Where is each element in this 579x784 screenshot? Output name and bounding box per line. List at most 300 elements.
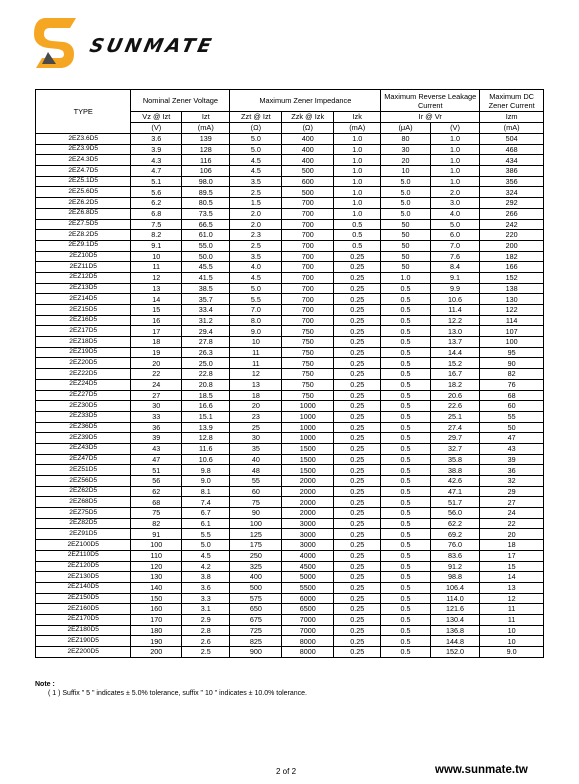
value-cell: 107 bbox=[480, 326, 544, 337]
value-cell: 3.8 bbox=[182, 572, 230, 583]
value-cell: 2.9 bbox=[182, 614, 230, 625]
table-row bbox=[36, 358, 544, 369]
value-cell: 190 bbox=[131, 636, 182, 647]
value-cell: 700 bbox=[282, 208, 334, 219]
value-cell: 50 bbox=[381, 230, 431, 241]
value-cell: 0.25 bbox=[334, 337, 381, 348]
value-cell: 0.25 bbox=[334, 305, 381, 316]
value-cell: 4.0 bbox=[430, 208, 480, 219]
table-row bbox=[36, 251, 544, 262]
value-cell: 39 bbox=[480, 454, 544, 465]
value-cell: 75 bbox=[230, 497, 282, 508]
type-cell: 2EZ190D5 bbox=[36, 636, 131, 647]
unit-ma: (mA) bbox=[334, 123, 381, 134]
value-cell: 7.6 bbox=[430, 251, 480, 262]
value-cell: 3.0 bbox=[430, 198, 480, 209]
value-cell: 82 bbox=[480, 369, 544, 380]
value-cell: 41.5 bbox=[182, 272, 230, 283]
value-cell: 3.5 bbox=[230, 251, 282, 262]
value-cell: 16.6 bbox=[182, 401, 230, 412]
type-cell: 2EZ15D5 bbox=[36, 305, 131, 316]
value-cell: 13 bbox=[480, 582, 544, 593]
value-cell: 325 bbox=[230, 561, 282, 572]
value-cell: 1.0 bbox=[334, 208, 381, 219]
value-cell: 10 bbox=[131, 251, 182, 262]
value-cell: 29.7 bbox=[430, 433, 480, 444]
value-cell: 11 bbox=[131, 262, 182, 273]
unit-ua: (μA) bbox=[381, 123, 431, 134]
value-cell: 0.5 bbox=[381, 465, 431, 476]
value-cell: 9.1 bbox=[131, 240, 182, 251]
value-cell: 1500 bbox=[282, 454, 334, 465]
value-cell: 62.2 bbox=[430, 518, 480, 529]
value-cell: 182 bbox=[480, 251, 544, 262]
value-cell: 29 bbox=[480, 486, 544, 497]
value-cell: 14.4 bbox=[430, 347, 480, 358]
value-cell: 0.5 bbox=[381, 315, 431, 326]
value-cell: 76 bbox=[480, 379, 544, 390]
value-cell: 138 bbox=[480, 283, 544, 294]
value-cell: 725 bbox=[230, 625, 282, 636]
table-row bbox=[36, 561, 544, 572]
value-cell: 1.5 bbox=[230, 198, 282, 209]
value-cell: 26.3 bbox=[182, 347, 230, 358]
value-cell: 0.5 bbox=[381, 326, 431, 337]
value-cell: 5500 bbox=[282, 582, 334, 593]
value-cell: 2.8 bbox=[182, 625, 230, 636]
table-row bbox=[36, 347, 544, 358]
value-cell: 5.0 bbox=[230, 283, 282, 294]
page-number: 2 of 2 bbox=[276, 767, 297, 776]
table-row bbox=[36, 529, 544, 540]
value-cell: 9.0 bbox=[480, 647, 544, 658]
unit-ma: (mA) bbox=[182, 123, 230, 134]
value-cell: 3.9 bbox=[131, 144, 182, 155]
value-cell: 0.25 bbox=[334, 529, 381, 540]
value-cell: 160 bbox=[131, 604, 182, 615]
value-cell: 2.5 bbox=[230, 240, 282, 251]
value-cell: 12.2 bbox=[430, 315, 480, 326]
value-cell: 0.25 bbox=[334, 294, 381, 305]
value-cell: 3.5 bbox=[230, 176, 282, 187]
type-cell: 2EZ17D5 bbox=[36, 326, 131, 337]
value-cell: 1500 bbox=[282, 465, 334, 476]
value-cell: 12 bbox=[480, 593, 544, 604]
value-cell: 18.2 bbox=[430, 379, 480, 390]
value-cell: 1.0 bbox=[430, 155, 480, 166]
value-cell: 5000 bbox=[282, 572, 334, 583]
value-cell: 8.1 bbox=[182, 486, 230, 497]
type-cell: 2EZ13D5 bbox=[36, 283, 131, 294]
value-cell: 15 bbox=[131, 305, 182, 316]
type-cell: 2EZ75D5 bbox=[36, 508, 131, 519]
param-zzk: Zzk @ Izk bbox=[282, 112, 334, 123]
value-cell: 3.6 bbox=[131, 134, 182, 145]
type-cell: 2EZ43D5 bbox=[36, 443, 131, 454]
value-cell: 5.1 bbox=[131, 176, 182, 187]
value-cell: 750 bbox=[282, 369, 334, 380]
value-cell: 1.0 bbox=[334, 144, 381, 155]
value-cell: 6.2 bbox=[131, 198, 182, 209]
value-cell: 2.0 bbox=[230, 208, 282, 219]
value-cell: 11.6 bbox=[182, 443, 230, 454]
value-cell: 7000 bbox=[282, 614, 334, 625]
unit-ma: (mA) bbox=[480, 123, 544, 134]
param-vz: Vz @ Izt bbox=[131, 112, 182, 123]
table-row bbox=[36, 155, 544, 166]
value-cell: 22 bbox=[131, 369, 182, 380]
value-cell: 0.5 bbox=[381, 497, 431, 508]
type-cell: 2EZ200D5 bbox=[36, 647, 131, 658]
value-cell: 25.1 bbox=[430, 411, 480, 422]
type-cell: 2EZ82D5 bbox=[36, 518, 131, 529]
value-cell: 3000 bbox=[282, 518, 334, 529]
value-cell: 5.0 bbox=[381, 176, 431, 187]
value-cell: 166 bbox=[480, 262, 544, 273]
value-cell: 0.5 bbox=[381, 433, 431, 444]
value-cell: 6500 bbox=[282, 604, 334, 615]
value-cell: 434 bbox=[480, 155, 544, 166]
value-cell: 10.6 bbox=[182, 454, 230, 465]
value-cell: 0.25 bbox=[334, 604, 381, 615]
value-cell: 600 bbox=[282, 176, 334, 187]
value-cell: 5.0 bbox=[230, 134, 282, 145]
value-cell: 0.5 bbox=[381, 529, 431, 540]
value-cell: 0.5 bbox=[334, 219, 381, 230]
value-cell: 0.25 bbox=[334, 454, 381, 465]
value-cell: 0.5 bbox=[381, 476, 431, 487]
value-cell: 2000 bbox=[282, 497, 334, 508]
value-cell: 750 bbox=[282, 358, 334, 369]
value-cell: 0.5 bbox=[381, 582, 431, 593]
type-cell: 2EZ6.8D5 bbox=[36, 208, 131, 219]
value-cell: 700 bbox=[282, 219, 334, 230]
value-cell: 36 bbox=[480, 465, 544, 476]
value-cell: 27.8 bbox=[182, 337, 230, 348]
value-cell: 700 bbox=[282, 198, 334, 209]
value-cell: 1000 bbox=[282, 422, 334, 433]
value-cell: 0.25 bbox=[334, 411, 381, 422]
type-cell: 2EZ3.6D5 bbox=[36, 134, 131, 145]
value-cell: 130.4 bbox=[430, 614, 480, 625]
value-cell: 12 bbox=[131, 272, 182, 283]
value-cell: 80 bbox=[381, 134, 431, 145]
unit-volt: (V) bbox=[131, 123, 182, 134]
value-cell: 5.0 bbox=[381, 208, 431, 219]
value-cell: 4.3 bbox=[131, 155, 182, 166]
type-cell: 2EZ140D5 bbox=[36, 582, 131, 593]
value-cell: 32.7 bbox=[430, 443, 480, 454]
value-cell: 1000 bbox=[282, 433, 334, 444]
unit-volt: (V) bbox=[430, 123, 480, 134]
table-row bbox=[36, 508, 544, 519]
value-cell: 750 bbox=[282, 390, 334, 401]
value-cell: 50 bbox=[381, 240, 431, 251]
value-cell: 0.5 bbox=[381, 561, 431, 572]
value-cell: 700 bbox=[282, 294, 334, 305]
value-cell: 48 bbox=[230, 465, 282, 476]
type-cell: 2EZ36D5 bbox=[36, 422, 131, 433]
value-cell: 11 bbox=[480, 604, 544, 615]
value-cell: 130 bbox=[131, 572, 182, 583]
value-cell: 468 bbox=[480, 144, 544, 155]
group-header-leakage: Maximum Reverse Leakage Current bbox=[381, 90, 480, 112]
table-row bbox=[36, 166, 544, 177]
value-cell: 700 bbox=[282, 315, 334, 326]
table-row bbox=[36, 550, 544, 561]
value-cell: 5.0 bbox=[430, 219, 480, 230]
value-cell: 675 bbox=[230, 614, 282, 625]
table-row bbox=[36, 390, 544, 401]
type-cell: 2EZ62D5 bbox=[36, 486, 131, 497]
value-cell: 175 bbox=[230, 540, 282, 551]
value-cell: 18.5 bbox=[182, 390, 230, 401]
table-row bbox=[36, 465, 544, 476]
unit-ohm: (Ω) bbox=[282, 123, 334, 134]
value-cell: 7.0 bbox=[430, 240, 480, 251]
value-cell: 0.5 bbox=[381, 540, 431, 551]
value-cell: 9.1 bbox=[430, 272, 480, 283]
value-cell: 0.5 bbox=[381, 647, 431, 658]
value-cell: 136.8 bbox=[430, 625, 480, 636]
value-cell: 3.6 bbox=[182, 582, 230, 593]
table-row bbox=[36, 176, 544, 187]
value-cell: 8000 bbox=[282, 647, 334, 658]
value-cell: 128 bbox=[182, 144, 230, 155]
table-row bbox=[36, 433, 544, 444]
value-cell: 1.0 bbox=[334, 166, 381, 177]
type-cell: 2EZ110D5 bbox=[36, 550, 131, 561]
type-cell: 2EZ5.6D5 bbox=[36, 187, 131, 198]
value-cell: 0.5 bbox=[381, 454, 431, 465]
type-cell: 2EZ14D5 bbox=[36, 294, 131, 305]
value-cell: 0.5 bbox=[381, 401, 431, 412]
value-cell: 2.6 bbox=[182, 636, 230, 647]
value-cell: 43 bbox=[131, 443, 182, 454]
type-cell: 2EZ56D5 bbox=[36, 476, 131, 487]
table-row bbox=[36, 219, 544, 230]
value-cell: 0.5 bbox=[334, 240, 381, 251]
value-cell: 700 bbox=[282, 283, 334, 294]
value-cell: 15.1 bbox=[182, 411, 230, 422]
type-cell: 2EZ5.1D5 bbox=[36, 176, 131, 187]
value-cell: 114 bbox=[480, 315, 544, 326]
value-cell: 20.8 bbox=[182, 379, 230, 390]
value-cell: 825 bbox=[230, 636, 282, 647]
value-cell: 0.25 bbox=[334, 379, 381, 390]
table-row bbox=[36, 208, 544, 219]
value-cell: 55 bbox=[480, 411, 544, 422]
value-cell: 11 bbox=[230, 347, 282, 358]
value-cell: 6.0 bbox=[430, 230, 480, 241]
value-cell: 122 bbox=[480, 305, 544, 316]
value-cell: 35.8 bbox=[430, 454, 480, 465]
table-row bbox=[36, 240, 544, 251]
value-cell: 47.1 bbox=[430, 486, 480, 497]
value-cell: 61.0 bbox=[182, 230, 230, 241]
value-cell: 2.5 bbox=[230, 187, 282, 198]
value-cell: 66.5 bbox=[182, 219, 230, 230]
value-cell: 27 bbox=[131, 390, 182, 401]
value-cell: 60 bbox=[480, 401, 544, 412]
value-cell: 700 bbox=[282, 262, 334, 273]
value-cell: 6000 bbox=[282, 593, 334, 604]
value-cell: 0.25 bbox=[334, 390, 381, 401]
value-cell: 114.0 bbox=[430, 593, 480, 604]
table-row bbox=[36, 369, 544, 380]
value-cell: 7000 bbox=[282, 625, 334, 636]
table-row bbox=[36, 134, 544, 145]
value-cell: 100 bbox=[230, 518, 282, 529]
value-cell: 0.25 bbox=[334, 272, 381, 283]
value-cell: 121.6 bbox=[430, 604, 480, 615]
table-row bbox=[36, 294, 544, 305]
value-cell: 1.0 bbox=[430, 144, 480, 155]
value-cell: 110 bbox=[131, 550, 182, 561]
value-cell: 40 bbox=[230, 454, 282, 465]
value-cell: 16.7 bbox=[430, 369, 480, 380]
value-cell: 0.25 bbox=[334, 614, 381, 625]
value-cell: 750 bbox=[282, 347, 334, 358]
group-header-dc-current: Maximum DC Zener Current bbox=[480, 90, 544, 112]
value-cell: 0.5 bbox=[334, 230, 381, 241]
value-cell: 4.5 bbox=[230, 166, 282, 177]
type-cell: 2EZ9.1D5 bbox=[36, 240, 131, 251]
value-cell: 39 bbox=[131, 433, 182, 444]
table-row bbox=[36, 401, 544, 412]
value-cell: 30 bbox=[131, 401, 182, 412]
value-cell: 242 bbox=[480, 219, 544, 230]
value-cell: 9.9 bbox=[430, 283, 480, 294]
value-cell: 98.0 bbox=[182, 176, 230, 187]
value-cell: 0.25 bbox=[334, 518, 381, 529]
value-cell: 16 bbox=[131, 315, 182, 326]
value-cell: 0.25 bbox=[334, 358, 381, 369]
value-cell: 125 bbox=[230, 529, 282, 540]
value-cell: 8.4 bbox=[430, 262, 480, 273]
value-cell: 10.6 bbox=[430, 294, 480, 305]
value-cell: 0.5 bbox=[381, 337, 431, 348]
value-cell: 22 bbox=[480, 518, 544, 529]
value-cell: 324 bbox=[480, 187, 544, 198]
type-cell: 2EZ39D5 bbox=[36, 433, 131, 444]
type-cell: 2EZ170D5 bbox=[36, 614, 131, 625]
value-cell: 9.0 bbox=[182, 476, 230, 487]
value-cell: 45.5 bbox=[182, 262, 230, 273]
value-cell: 500 bbox=[282, 166, 334, 177]
value-cell: 17 bbox=[480, 550, 544, 561]
value-cell: 2000 bbox=[282, 486, 334, 497]
value-cell: 5.0 bbox=[230, 144, 282, 155]
value-cell: 73.5 bbox=[182, 208, 230, 219]
value-cell: 56.0 bbox=[430, 508, 480, 519]
param-izk: Izk bbox=[334, 112, 381, 123]
table-row bbox=[36, 144, 544, 155]
value-cell: 36 bbox=[131, 422, 182, 433]
value-cell: 4.5 bbox=[230, 155, 282, 166]
value-cell: 5.0 bbox=[182, 540, 230, 551]
value-cell: 0.25 bbox=[334, 486, 381, 497]
value-cell: 0.5 bbox=[381, 379, 431, 390]
value-cell: 56 bbox=[131, 476, 182, 487]
type-cell: 2EZ24D5 bbox=[36, 379, 131, 390]
value-cell: 650 bbox=[230, 604, 282, 615]
table-row bbox=[36, 411, 544, 422]
value-cell: 0.25 bbox=[334, 625, 381, 636]
table-row bbox=[36, 625, 544, 636]
value-cell: 6.8 bbox=[131, 208, 182, 219]
value-cell: 100 bbox=[480, 337, 544, 348]
value-cell: 14 bbox=[480, 572, 544, 583]
value-cell: 95 bbox=[480, 347, 544, 358]
table-row bbox=[36, 230, 544, 241]
value-cell: 20 bbox=[131, 358, 182, 369]
value-cell: 18 bbox=[230, 390, 282, 401]
value-cell: 1.0 bbox=[334, 187, 381, 198]
value-cell: 0.5 bbox=[381, 443, 431, 454]
value-cell: 8.2 bbox=[131, 230, 182, 241]
value-cell: 400 bbox=[282, 155, 334, 166]
value-cell: 35 bbox=[230, 443, 282, 454]
value-cell: 700 bbox=[282, 240, 334, 251]
type-cell: 2EZ47D5 bbox=[36, 454, 131, 465]
table-row bbox=[36, 315, 544, 326]
value-cell: 120 bbox=[131, 561, 182, 572]
value-cell: 152.0 bbox=[430, 647, 480, 658]
value-cell: 750 bbox=[282, 326, 334, 337]
value-cell: 1000 bbox=[282, 411, 334, 422]
value-cell: 13 bbox=[131, 283, 182, 294]
value-cell: 1.0 bbox=[430, 166, 480, 177]
type-cell: 2EZ180D5 bbox=[36, 625, 131, 636]
type-cell: 2EZ3.9D5 bbox=[36, 144, 131, 155]
value-cell: 106 bbox=[182, 166, 230, 177]
type-cell: 2EZ51D5 bbox=[36, 465, 131, 476]
value-cell: 33 bbox=[131, 411, 182, 422]
value-cell: 22.6 bbox=[430, 401, 480, 412]
type-cell: 2EZ120D5 bbox=[36, 561, 131, 572]
type-cell: 2EZ130D5 bbox=[36, 572, 131, 583]
table-row bbox=[36, 283, 544, 294]
value-cell: 13.9 bbox=[182, 422, 230, 433]
table-row bbox=[36, 604, 544, 615]
value-cell: 29.4 bbox=[182, 326, 230, 337]
value-cell: 750 bbox=[282, 379, 334, 390]
value-cell: 0.5 bbox=[381, 347, 431, 358]
value-cell: 0.25 bbox=[334, 476, 381, 487]
value-cell: 15.2 bbox=[430, 358, 480, 369]
table-row bbox=[36, 187, 544, 198]
value-cell: 8000 bbox=[282, 636, 334, 647]
value-cell: 400 bbox=[282, 134, 334, 145]
sunmate-logo-icon bbox=[30, 14, 82, 74]
website-url: www.sunmate.tw bbox=[435, 764, 528, 776]
value-cell: 13 bbox=[230, 379, 282, 390]
param-ir-vr: Ir @ Vr bbox=[381, 112, 480, 123]
value-cell: 356 bbox=[480, 176, 544, 187]
value-cell: 1.0 bbox=[381, 272, 431, 283]
value-cell: 1000 bbox=[282, 401, 334, 412]
value-cell: 0.5 bbox=[381, 550, 431, 561]
value-cell: 90 bbox=[230, 508, 282, 519]
value-cell: 3.1 bbox=[182, 604, 230, 615]
value-cell: 1.0 bbox=[334, 134, 381, 145]
value-cell: 0.25 bbox=[334, 636, 381, 647]
value-cell: 0.5 bbox=[381, 636, 431, 647]
value-cell: 43 bbox=[480, 443, 544, 454]
value-cell: 4.5 bbox=[230, 272, 282, 283]
table-row bbox=[36, 326, 544, 337]
